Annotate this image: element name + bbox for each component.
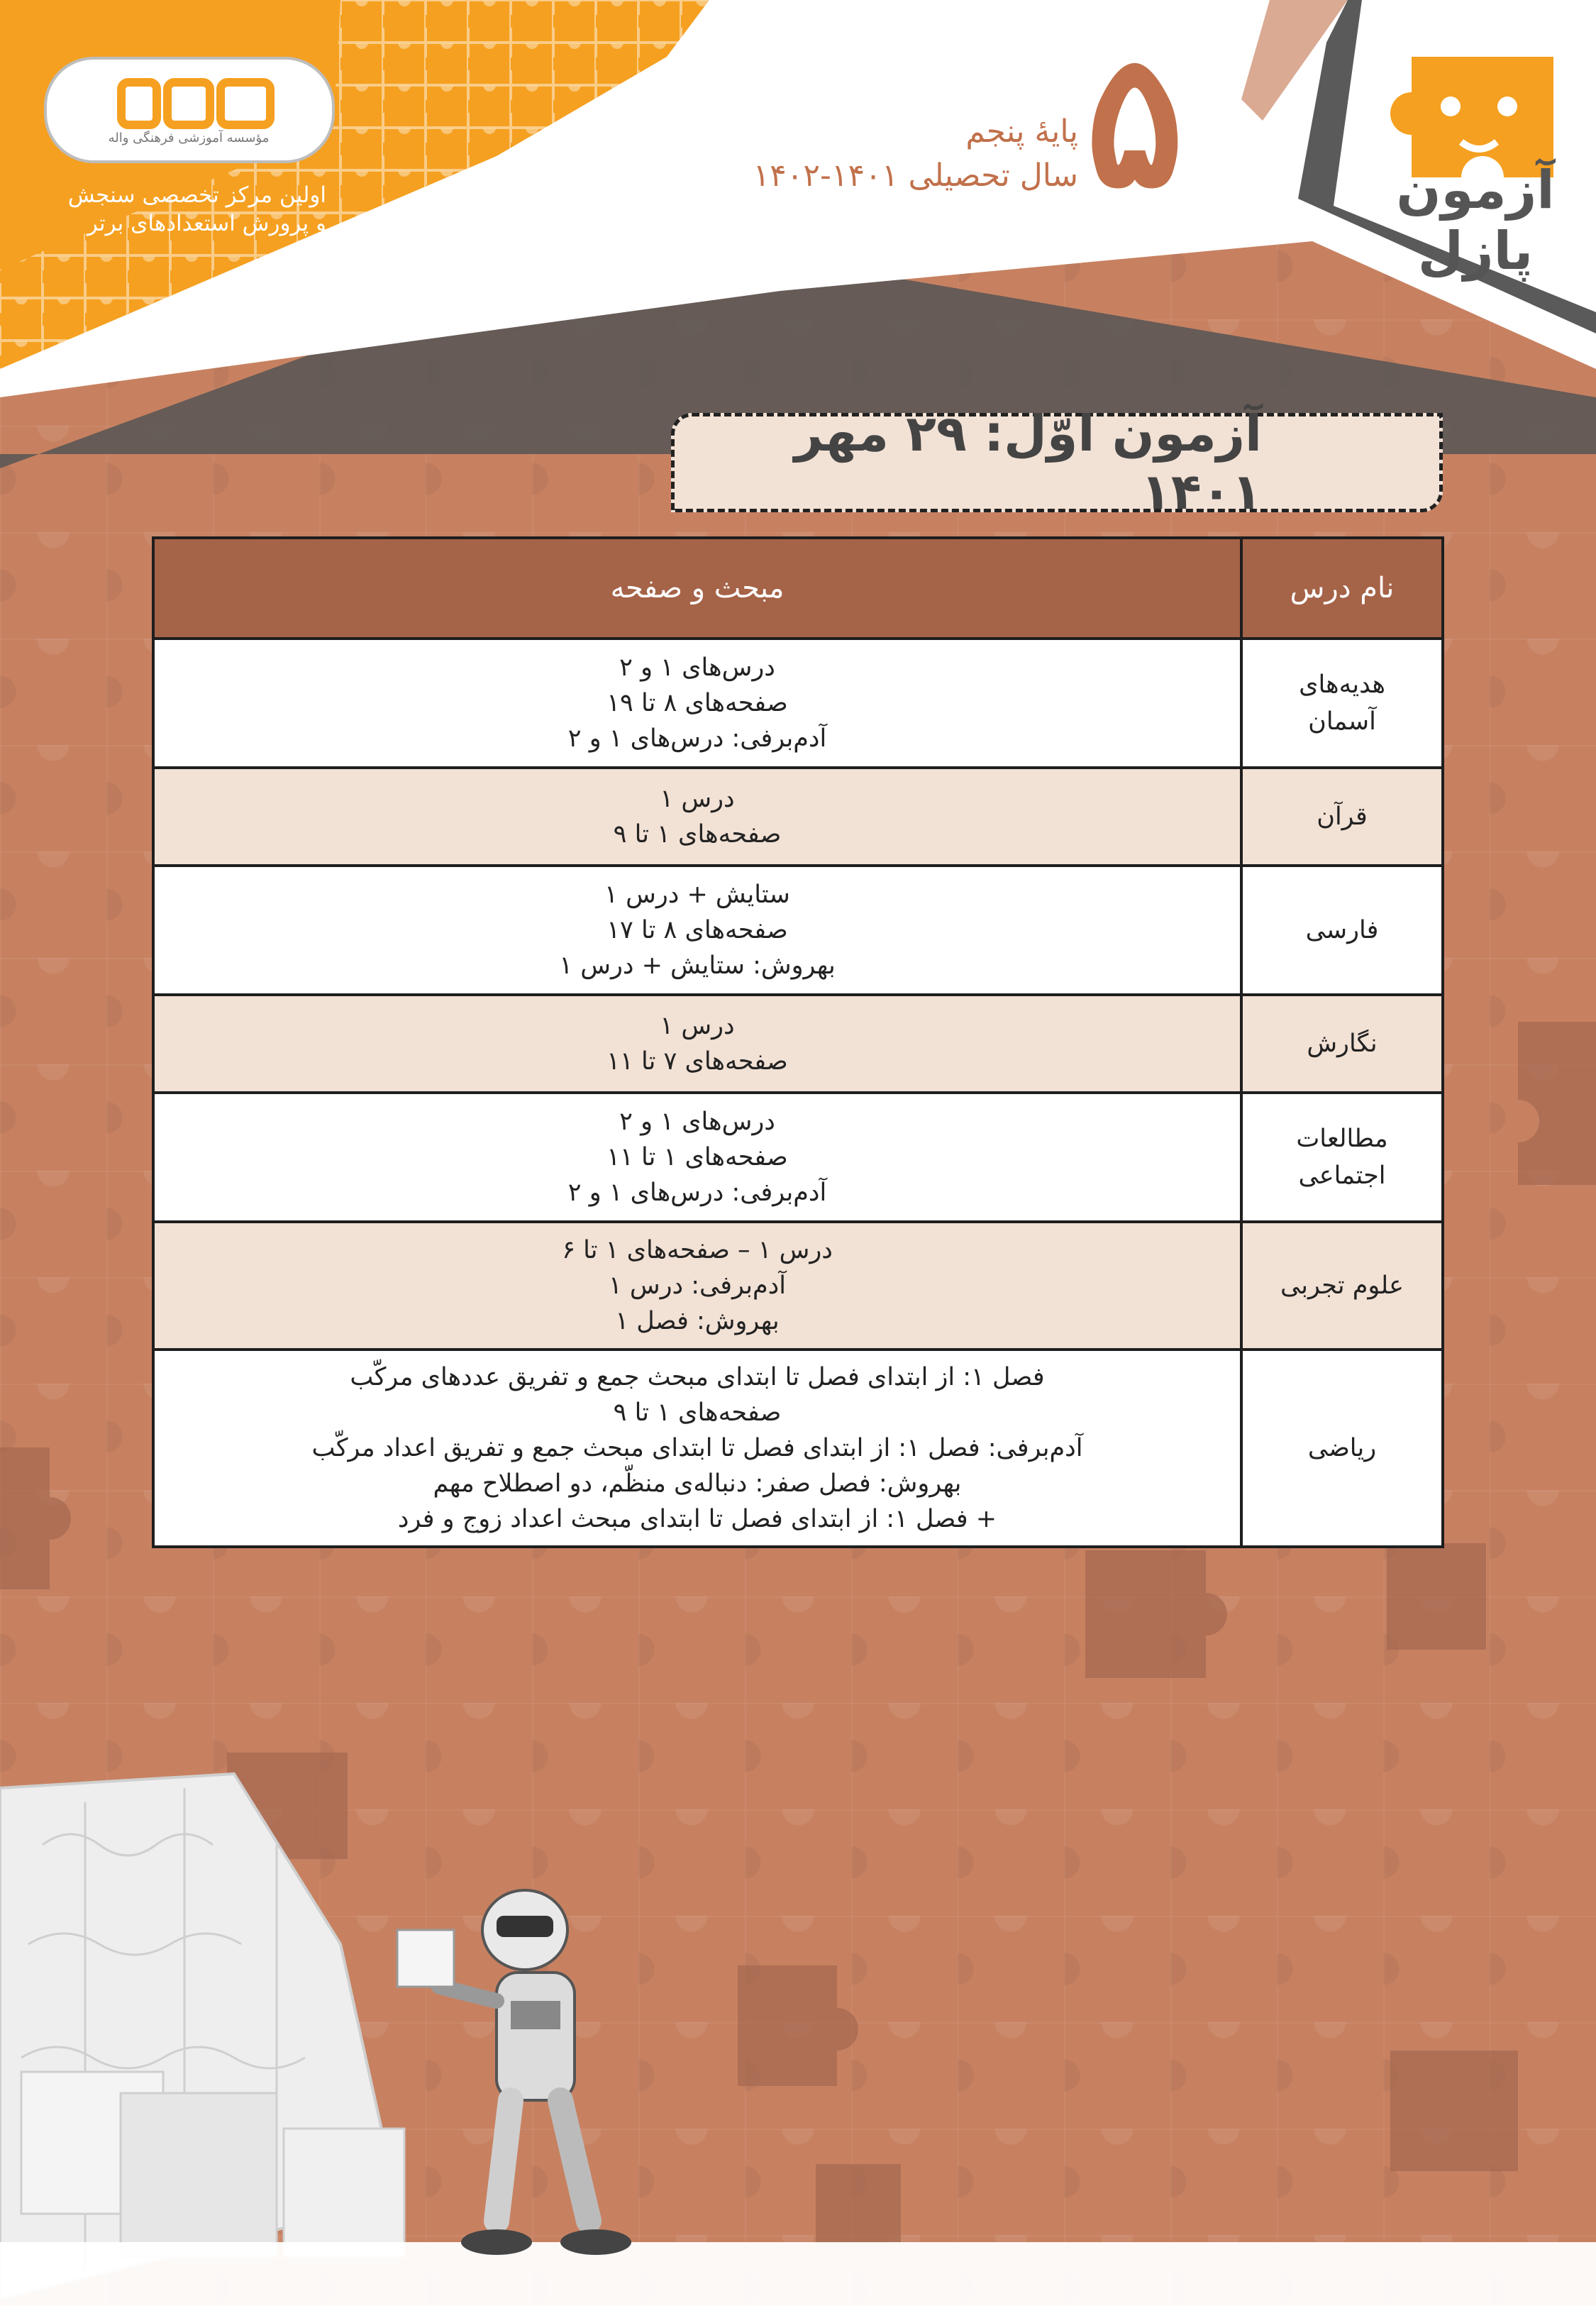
table-row (153, 1222, 1443, 1350)
topic-line: درس ۱ (660, 785, 735, 813)
topic-line: درس‌های ۱ و ۲ (619, 1108, 775, 1136)
tagline-line: اولین مرکز تخصصی سنجش (67, 182, 326, 208)
topics-cell (153, 1350, 1241, 1547)
tagline-line: و پرورش استعدادهای برتر (87, 211, 326, 236)
topics-cell (153, 1093, 1241, 1222)
subject-cell (1241, 639, 1443, 768)
robot-figure (397, 1890, 631, 2255)
subject-line: ریاضی (1307, 1434, 1377, 1462)
topics-cell (153, 1222, 1241, 1350)
subject-line: قرآن (1317, 802, 1368, 831)
topics-cell (153, 866, 1241, 995)
vale-institute-logo (44, 57, 335, 163)
academic-year-label: سال تحصیلی ۱۴۰۱-۱۴۰۲ (753, 158, 1078, 194)
topic-line: بهروش: فصل ۱ (615, 1307, 780, 1335)
grade-number: ۵ (1085, 12, 1185, 228)
table-row (153, 995, 1443, 1093)
table-row (153, 1093, 1443, 1222)
topic-line: بهروش: فصل صفر: دنباله‌ی منظّم، دو اصطلاح مهم (433, 1469, 962, 1498)
topic-line: صفحه‌های ۸ تا ۱۹ (606, 689, 788, 717)
exam-schedule-table (152, 536, 1444, 1548)
topic-line: آدم‌برفی: درس ۱ (608, 1271, 786, 1300)
table-row (153, 866, 1443, 995)
topic-line: آدم‌برفی: درس‌های ۱ و ۲ (567, 724, 827, 753)
topic-line: درس ۱ – صفحه‌های ۱ تا ۶ (562, 1236, 833, 1264)
topics-cell (153, 639, 1241, 768)
subject-cell (1241, 1222, 1443, 1350)
table-row (153, 639, 1443, 768)
topic-line: صفحه‌های ۱ تا ۱۱ (606, 1143, 788, 1171)
topic-line: درس‌های ۱ و ۲ (619, 653, 775, 682)
vale-institute-subtitle: مؤسسه آموزشی فرهنگی واله (108, 131, 270, 145)
subject-line: علوم تجربی (1280, 1271, 1404, 1300)
topic-line: صفحه‌های ۸ تا ۱۷ (606, 916, 788, 944)
subject-line: هدیه‌های (1299, 671, 1385, 699)
topic-line: درس ۱ (660, 1012, 735, 1040)
subject-line: نگارش (1307, 1030, 1378, 1058)
subject-cell (1241, 1093, 1443, 1222)
vale-logo-mark-icon (114, 75, 277, 132)
topic-line: بهروش: ستایش + درس ۱ (559, 951, 836, 980)
header-topics: مبحث و صفحه (153, 538, 1241, 639)
subject-line: مطالعات (1296, 1125, 1388, 1153)
topic-line: صفحه‌های ۱ تا ۹ (613, 1399, 782, 1427)
subject-line: آسمان (1308, 707, 1376, 736)
topic-line: ستایش + درس ۱ (604, 881, 790, 909)
subject-line: اجتماعی (1298, 1162, 1386, 1190)
table-header-row (153, 538, 1443, 639)
subject-cell (1241, 1350, 1443, 1547)
header-subject: نام درس (1241, 538, 1443, 639)
topic-line: صفحه‌های ۱ تا ۹ (613, 820, 782, 849)
topics-cell (153, 768, 1241, 866)
brand-name: آزمون پازل (1396, 160, 1555, 282)
subject-cell (1241, 866, 1443, 995)
topic-line: صفحه‌های ۷ تا ۱۱ (606, 1047, 788, 1076)
subject-line: فارسی (1305, 916, 1379, 944)
subject-cell (1241, 995, 1443, 1093)
robot-puzzle-illustration (0, 1760, 1596, 2306)
topic-line: آدم‌برفی: فصل ۱: از ابتدای فصل تا ابتدای مبحث جمع و تفریق اعداد مرکّب (311, 1434, 1083, 1462)
topic-line: + فصل ۱: از ابتدای فصل تا ابتدای مبحث اعداد زوج و فرد (397, 1505, 997, 1533)
subject-cell (1241, 768, 1443, 866)
table-row (153, 768, 1443, 866)
topic-line: فصل ۱: از ابتدای فصل تا ابتدای مبحث جمع و تفریق عددهای مرکّب (350, 1363, 1045, 1391)
topic-line: آدم‌برفی: درس‌های ۱ و ۲ (567, 1179, 827, 1207)
topics-cell (153, 995, 1241, 1093)
exam-title-banner (671, 404, 1443, 521)
vale-tagline (43, 181, 326, 238)
grade-label: پایهٔ پنجم (965, 114, 1078, 150)
exam-title: آزمون اوّل: ۲۹ مهر ۱۴۰۱ (794, 404, 1262, 521)
table-row (153, 1350, 1443, 1547)
